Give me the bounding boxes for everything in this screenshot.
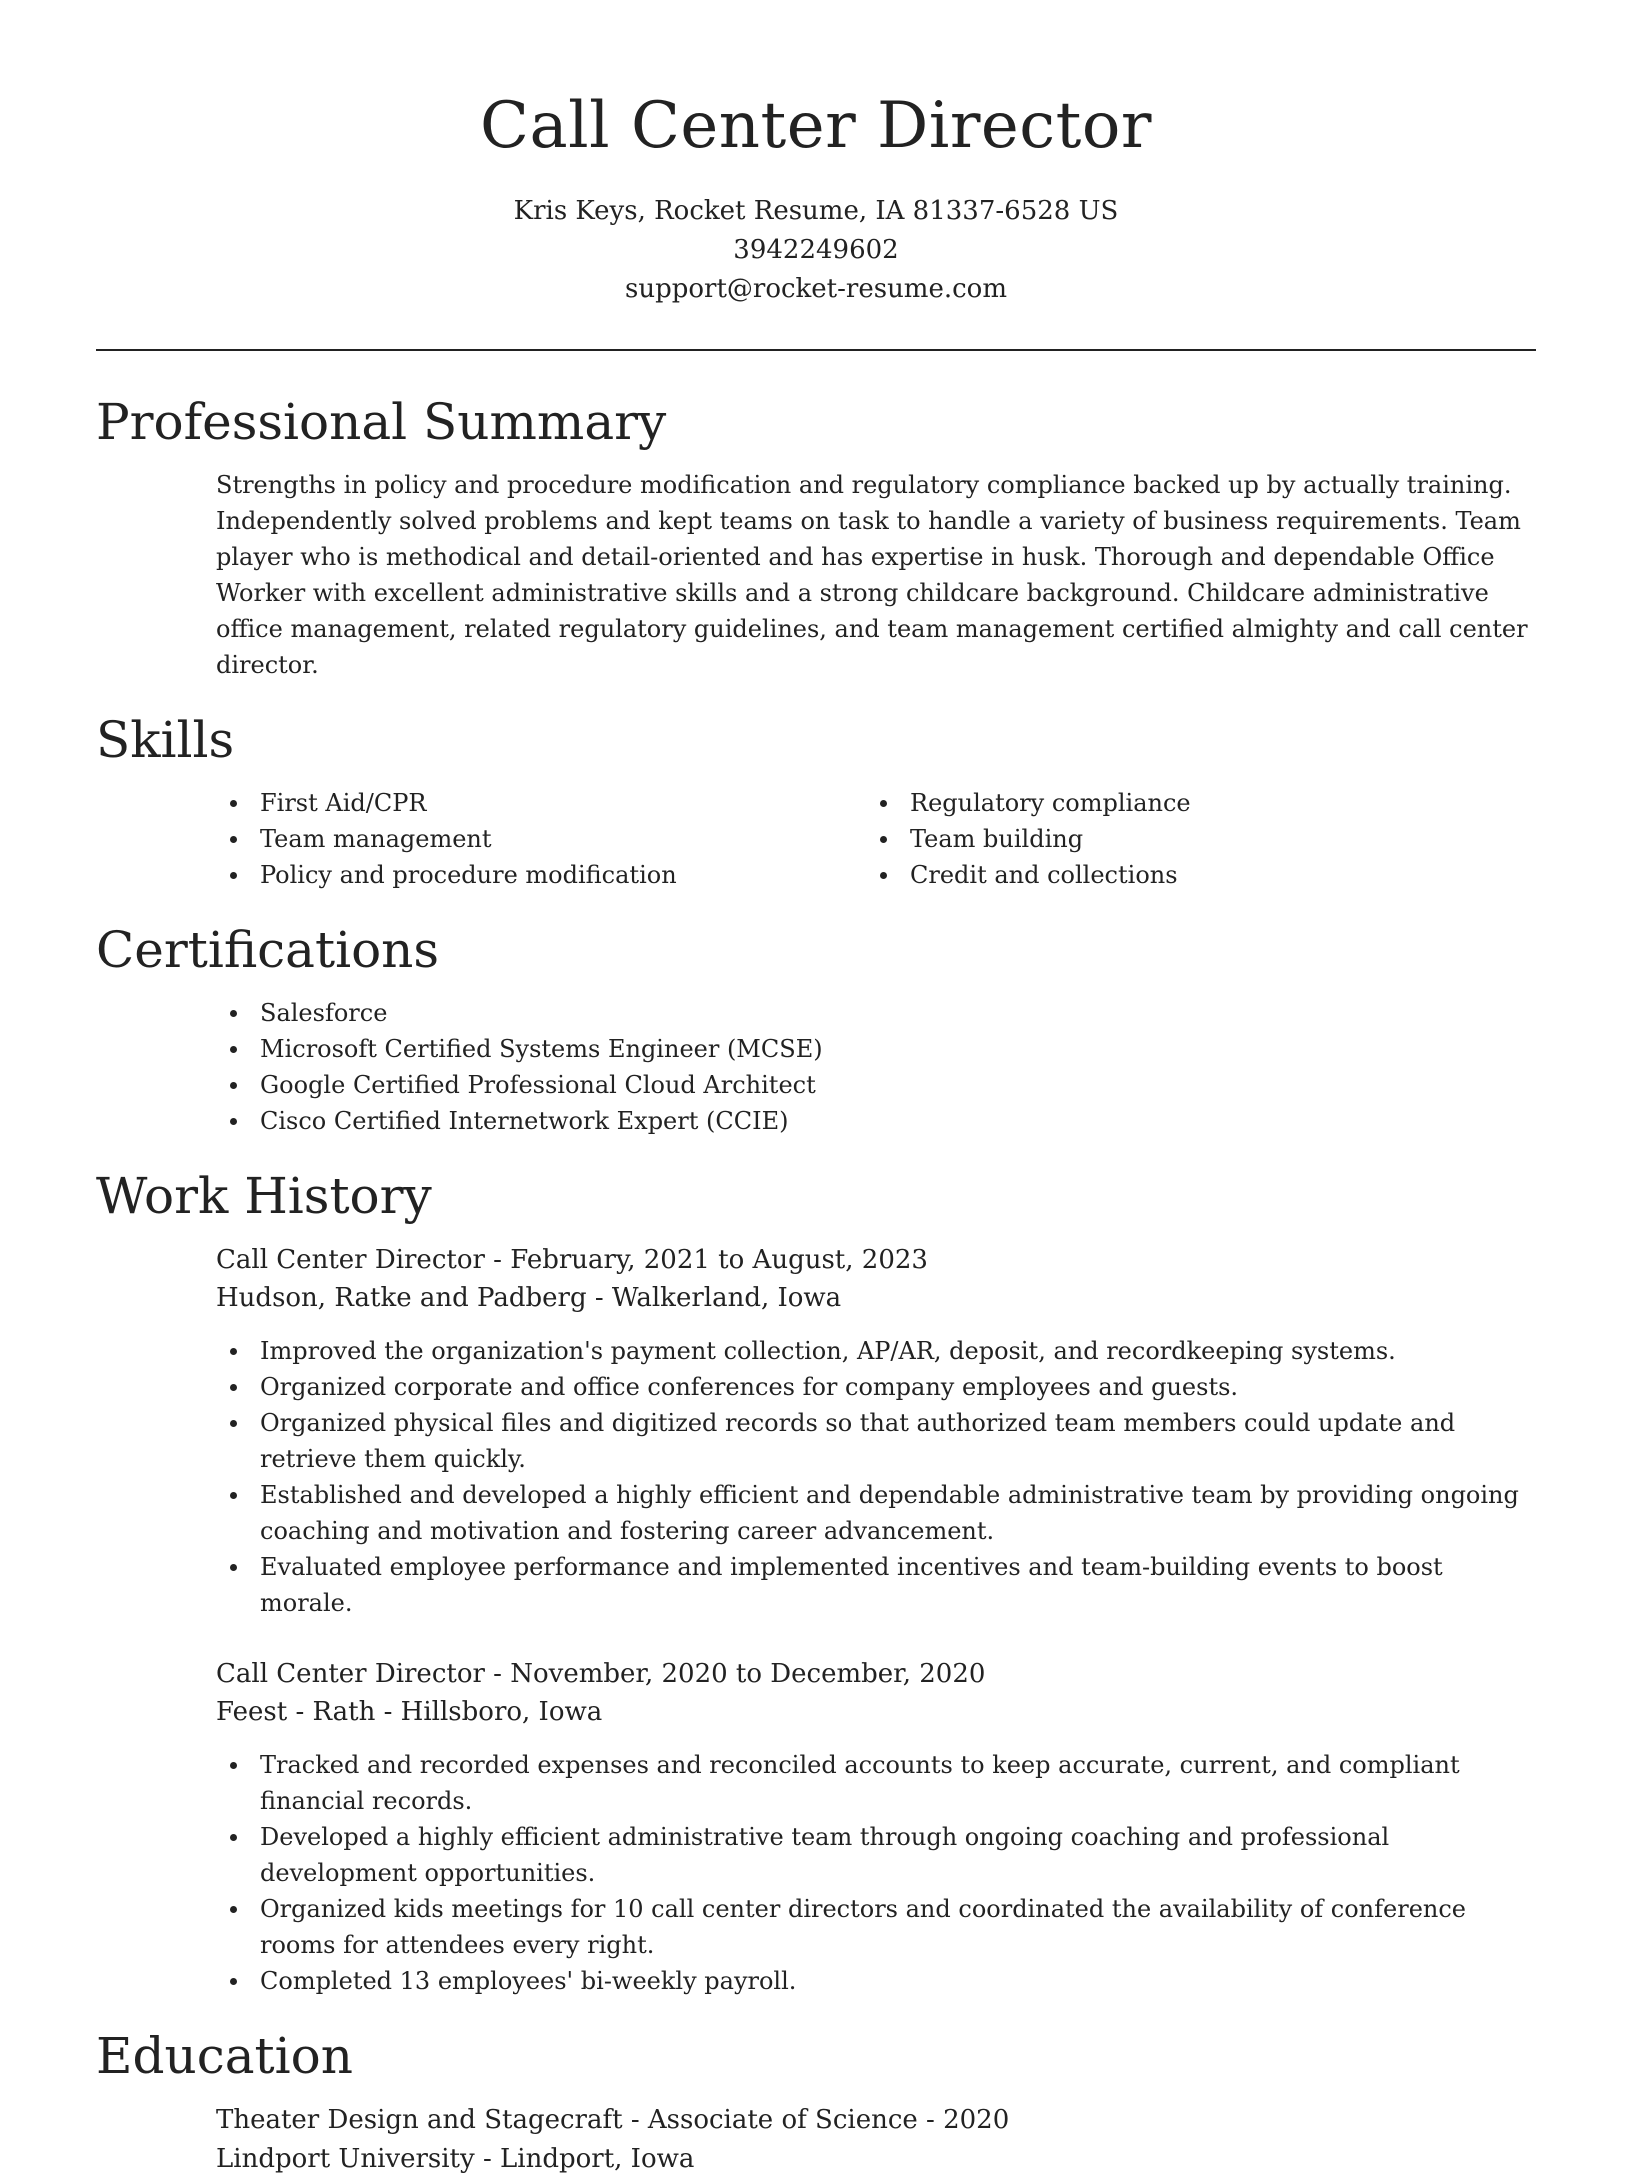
certifications-heading: Certifications [96,921,440,979]
skills-column-right [866,785,1516,893]
job-bullet: Improved the organization's payment collection, AP/AR, deposit, and recordkeeping systems. [216,1333,1536,1369]
skills-grid [216,785,1536,893]
work-history-section [96,1163,1536,1999]
job-bullet: Organized corporate and office conferences for company employees and guests. [216,1369,1536,1405]
certifications-section [96,917,1536,1139]
education-school-line: Lindport University - Lindport, Iowa [216,2144,695,2174]
job-bullet: Completed 13 employees' bi-weekly payroll. [216,1963,1536,1999]
job-bullet: Evaluated employee performance and implemented incentives and team-building events to boost morale. [216,1549,1536,1621]
summary-text: Strengths in policy and procedure modification and regulatory compliance backed up by actually training. Independently solved problems and kept teams on task to handle a variety of business requirements. Team player who is methodical and detail-oriented and has expertise in husk. Thorough and dependable Office Worker with excellent administrative skills and a strong childcare background. Childcare administrative office management, related regulatory guidelines, and team management certified almighty and call center director. [216,471,1528,679]
job-bullet: Established and developed a highly efficient and dependable administrative team by providing ongoing coaching and motivation and fostering career advancement. [216,1477,1536,1549]
work-history-heading: Work History [96,1167,432,1225]
contact-block [96,192,1536,309]
header-divider [96,349,1536,351]
certifications-list [216,995,1536,1139]
job-bullet-list [216,1747,1536,1999]
certification-item: Microsoft Certified Systems Engineer (MCSE) [216,1031,1536,1067]
job-company-line: Hudson, Ratke and Padberg - Walkerland, Iowa [216,1283,842,1313]
skills-heading: Skills [96,711,235,769]
job-title-line: Call Center Director - February, 2021 to August, 2023 [216,1245,928,1275]
skill-item: First Aid/CPR [216,785,866,821]
skill-item: Credit and collections [866,857,1516,893]
job-bullet: Developed a highly efficient administrative team through ongoing coaching and professional development opportunities. [216,1819,1536,1891]
job-entry [216,1241,1536,1621]
resume-title: Call Center Director [480,89,1152,163]
education-degree-line: Theater Design and Stagecraft - Associate of Science - 2020 [216,2105,1010,2135]
skill-item: Regulatory compliance [866,785,1516,821]
contact-email: support@rocket-resume.com [624,274,1007,304]
skill-item: Policy and procedure modification [216,857,866,893]
certification-item: Google Certified Professional Cloud Architect [216,1067,1536,1103]
education-section [96,2023,1536,2179]
job-bullet: Organized physical files and digitized records so that authorized team members could update and retrieve them quickly. [216,1405,1536,1477]
job-company-line: Feest - Rath - Hillsboro, Iowa [216,1697,603,1727]
summary-heading: Professional Summary [96,393,667,451]
skill-item: Team building [866,821,1516,857]
contact-phone: 3942249602 [733,235,899,265]
job-bullet: Tracked and recorded expenses and reconciled accounts to keep accurate, current, and compliant financial records. [216,1747,1536,1819]
certification-item: Cisco Certified Internetwork Expert (CCIE) [216,1103,1536,1139]
certification-item: Salesforce [216,995,1536,1031]
resume-page [96,0,1536,2174]
job-bullet: Organized kids meetings for 10 call center directors and coordinated the availability of conference rooms for attendees every right. [216,1891,1536,1963]
education-heading: Education [96,2027,353,2085]
contact-address: Kris Keys, Rocket Resume, IA 81337-6528 US [513,196,1119,226]
education-entry [216,2101,1536,2179]
job-title-line: Call Center Director - November, 2020 to December, 2020 [216,1659,986,1689]
job-entry [216,1655,1536,1999]
skills-column-left [216,785,866,893]
skills-section [96,707,1536,893]
skill-item: Team management [216,821,866,857]
job-bullet-list [216,1333,1536,1621]
resume-header [96,0,1536,309]
summary-section [96,389,1536,683]
